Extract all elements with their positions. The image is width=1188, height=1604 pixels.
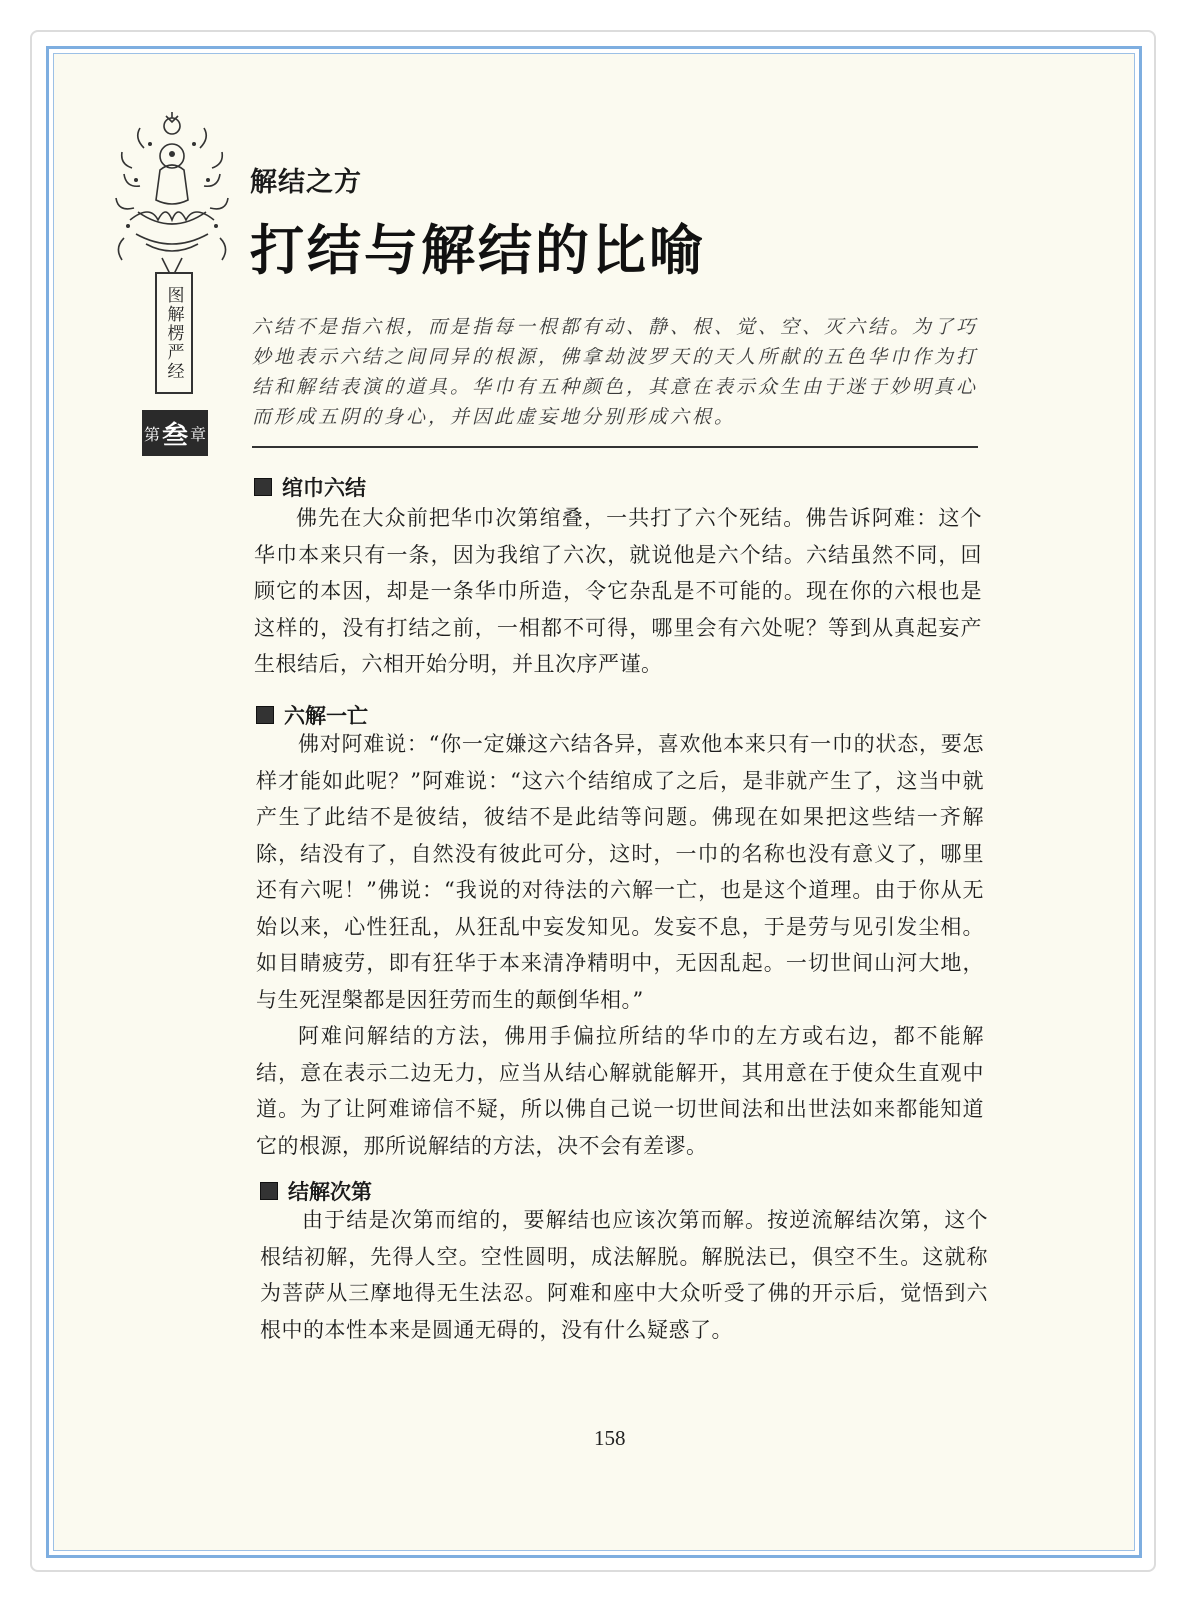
intro-divider [252, 446, 978, 448]
section-body-3 [260, 1202, 988, 1348]
section-body-1 [254, 500, 982, 683]
section-body-2 [256, 726, 984, 1164]
page-subtitle: 解结之方 [250, 167, 362, 198]
page-number: 158 [594, 1426, 626, 1450]
intro-paragraph: 六结不是指六根，而是指每一根都有动、静、根、觉、空、灭六结。为了巧妙地表示六结之间同异的根源，佛拿劫波罗天的天人所献的五色华巾作为打结和解结表演的道具。华巾有五种颜色，其意在表示众生由于迷于妙明真心而形成五阴的身心，并因此虚妄地分别形成六根。 [252, 316, 979, 428]
body-paragraph: 由于结是次第而绾的，要解结也应该次第而解。按逆流解结次第，这个根结初解，先得人空。空性圆明，成法解脱。解脱法已，俱空不生。这就称为菩萨从三摩地得无生法忍。阿难和座中大众听受了佛的开示后，觉悟到六根中的本性本来是圆通无碍的，没有什么疑惑了。 [260, 1208, 988, 1342]
book-title-tab [155, 272, 193, 394]
section-heading-text: 绾巾六结 [282, 476, 366, 500]
section-heading-text: 六解一亡 [284, 704, 368, 728]
body-paragraph: 佛先在大众前把华巾次第绾叠，一共打了六个死结。佛告诉阿难：这个华巾本来只有一条，因为我绾了六次，就说他是六个结。六结虽然不同，回顾它的本因，却是一条华巾所造，令它杂乱是不可能的。现在你的六根也是这样的，没有打结之前，一相都不可得，哪里会有六处呢？等到从真起妄产生根结后，六相开始分明，并且次序严谨。 [254, 506, 982, 676]
body-paragraph: 佛对阿难说：“你一定嫌这六结各异，喜欢他本来只有一巾的状态，要怎样才能如此呢？”阿难说：“这六个结绾成了之后，是非就产生了，这当中就产生了此结不是彼结，彼结不是此结等问题。佛现在如果把这些结一齐解除，结没有了，自然没有彼此可分，这时，一巾的名称也没有意义了，哪里还有六呢！”佛说：“我说的对待法的六解一亡，也是这个道理。由于你从无始以来，心性狂乱，从狂乱中妄发知见。发妄不息，于是劳与见引发尘相。如目睛疲劳，即有狂华于本来清净精明中，无因乱起。一切世间山河大地，与生死涅槃都是因狂劳而生的颠倒华相。” [256, 732, 984, 1012]
chapter-suffix: 章 [190, 424, 207, 444]
lotus-buddha-ornament-icon [110, 108, 234, 286]
square-bullet-icon [254, 478, 272, 496]
chapter-badge [142, 410, 208, 456]
chapter-number: 叁 [161, 420, 188, 451]
chapter-prefix: 第 [143, 424, 160, 444]
square-bullet-icon [256, 706, 274, 724]
section-heading-1 [254, 472, 366, 502]
body-paragraph: 阿难问解结的方法，佛用手偏拉所结的华巾的左方或右边，都不能解结，意在表示二边无力，应当从结心解就能解开，其用意在于使众生直观中道。为了让阿难谛信不疑，所以佛自己说一切世间法和出世法如来都能知道它的根源，那所说解结的方法，决不会有差谬。 [256, 1024, 984, 1158]
page-title: 打结与解结的比喻 [250, 219, 706, 282]
square-bullet-icon [260, 1182, 278, 1200]
section-heading-text: 结解次第 [288, 1180, 372, 1204]
book-title-text: 图解楞严经 [163, 285, 184, 381]
